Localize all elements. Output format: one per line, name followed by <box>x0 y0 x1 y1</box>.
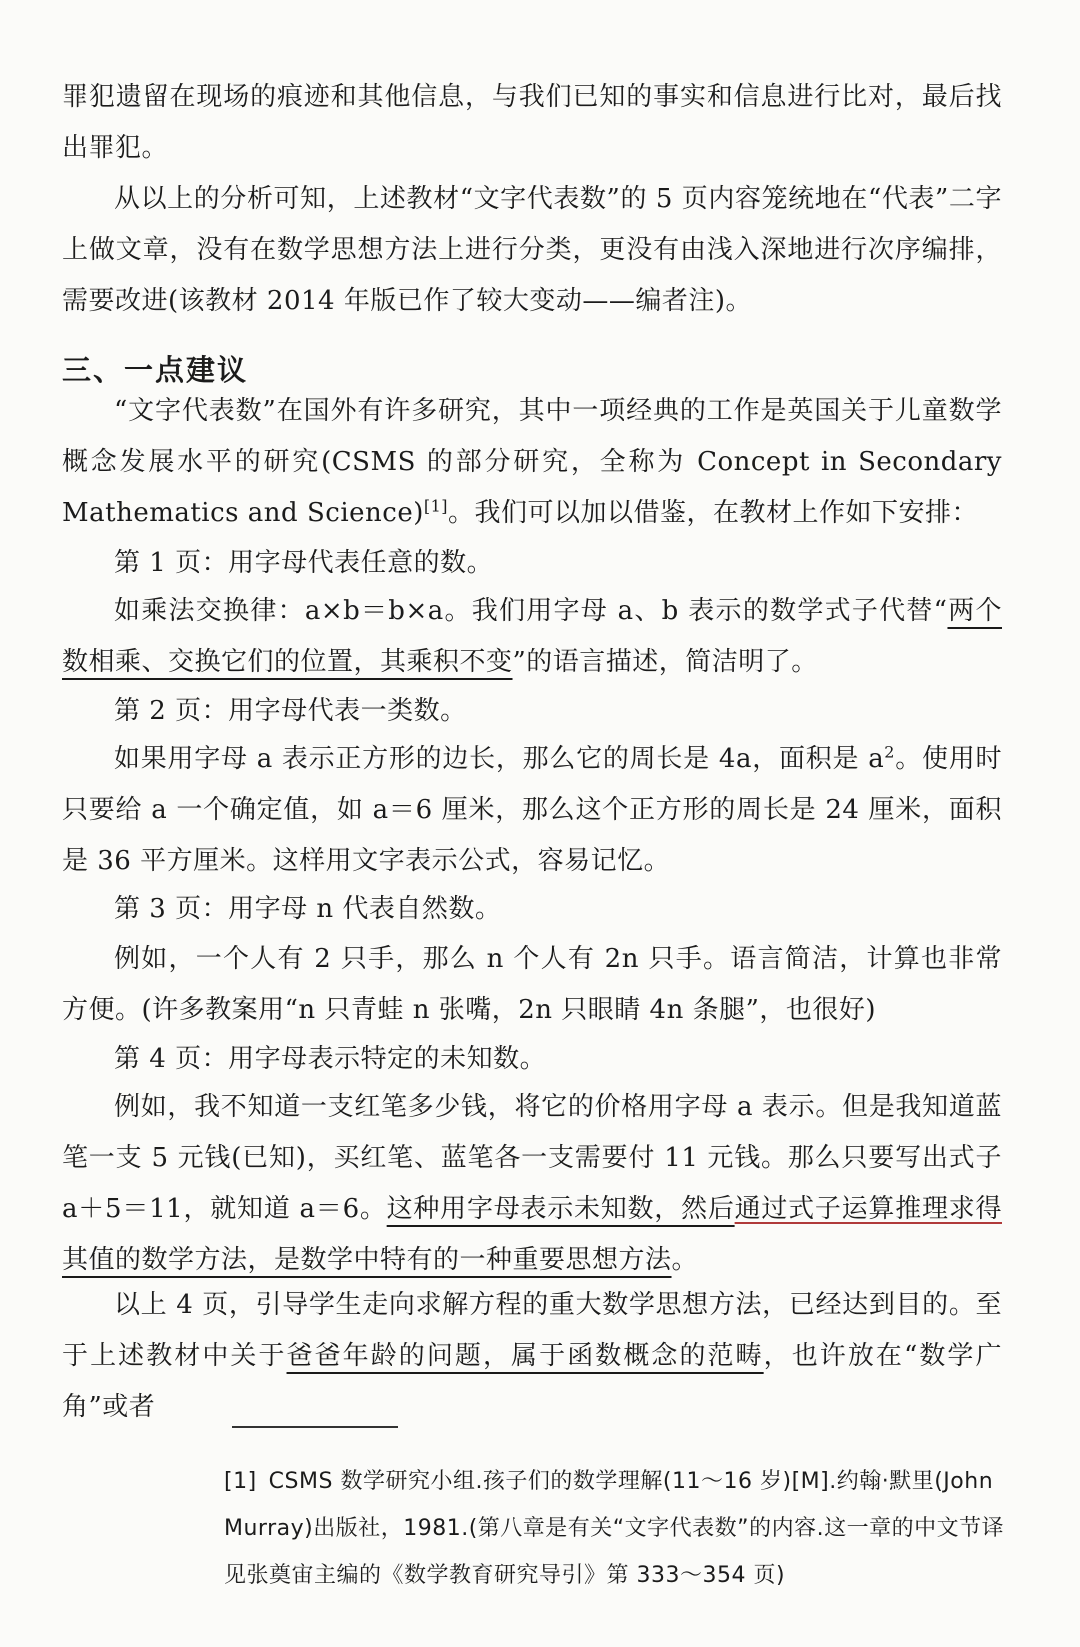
paragraph-intro: 罪犯遗留在现场的痕迹和其他信息，与我们已知的事实和信息进行比对，最后找出罪犯。 <box>62 82 1002 163</box>
page2-example <box>62 734 1002 887</box>
conclusion-underlined-phrase: 爸爸年龄的问题，属于函数概念的范畴 <box>286 1341 764 1371</box>
page2-text-before: 如果用字母 a 表示正方形的边长，那么它的周长是 4a，面积是 a <box>114 744 885 774</box>
page4-text-before: 例如，我不知道一支红笔多少钱，将它的价格用字母 a 表示。但是我知道蓝笔一支 5 元钱(已知)，买红笔、蓝笔各一支需要付 11 元钱。那么只要写出式子 a＋5＝11，就知道 a＝6。 <box>62 1092 1003 1224</box>
page3-example: 例如，一个人有 2 只手，那么 n 个人有 2n 只手。语言简洁，计算也非常方便。(许多教案用“n 只青蛙 n 张嘴，2n 只眼睛 4n 条腿”，也很好) <box>62 944 1002 1025</box>
paragraph-analysis: 从以上的分析可知，上述教材“文字代表数”的 5 页内容笼统地在“代表”二字上做文章，没有在数学思想方法上进行分类，更没有由浅入深地进行次序编排，需要改进(该教材 2014 年版已作了较大变动——编者注)。 <box>62 184 1002 316</box>
superscript-two: 2 <box>884 742 895 762</box>
page1-title: 第 1 页：用字母代表任意的数。 <box>114 548 494 578</box>
conclusion-text-after: ，也许放在“数学广角”或者 <box>62 1341 1002 1422</box>
research-text: “文字代表数”在国外有许多研究，其中一项经典的工作是英国关于儿童数学概念发展水平的研究(CSMS 的部分研究，全称为 Concept in Secondary Mathematics and Science) <box>62 396 1002 528</box>
page2-text-after: 。使用时只要给 a 一个确定值，如 a＝6 厘米，那么这个正方形的周长是 24 厘米，面积是 36 平方厘米。这样用文字表示公式，容易记忆。 <box>62 744 1002 876</box>
page1-text-before: 如乘法交换律：a×b＝b×a。我们用字母 a、b 表示的数学式子代替“ <box>114 596 948 626</box>
page4-example <box>62 1082 1002 1286</box>
page4-red-underlined-phrase: 通过式子运算推理求得 <box>734 1194 1002 1224</box>
page1-example <box>62 586 1002 688</box>
paragraph-conclusion <box>62 1280 1002 1433</box>
page2-title: 第 2 页：用字母代表一类数。 <box>114 696 467 726</box>
footnote-divider <box>232 1426 398 1428</box>
page3-title: 第 3 页：用字母 n 代表自然数。 <box>114 894 502 924</box>
research-tail: 。我们可以加以借鉴，在教材上作如下安排： <box>448 498 979 528</box>
section-heading: 三、一点建议 <box>62 353 249 387</box>
paragraph-research <box>62 386 1002 539</box>
page4-underlined-phrase-a: 这种用字母表示未知数，然后 <box>386 1194 735 1224</box>
conclusion-text-before: 以上 4 页，引导学生走向求解方程的重大数学思想方法，已经达到目的。至于上述教材中关于 <box>62 1290 1002 1371</box>
page4-text-after: 。 <box>671 1245 699 1275</box>
footnote <box>224 1458 1024 1599</box>
reference-mark: [1] <box>423 496 449 516</box>
footnote-text: CSMS 数学研究小组.孩子们的数学理解(11～16 岁)[M].约翰·默里(John Murray)出版社，1981.(第八章是有关“文字代表数”的内容.这一章的中文节译见张奠宙主编的《数学教育研究导引》第 333～354 页) <box>224 1469 1005 1588</box>
page1-text-after: ”的语言描述，简洁明了。 <box>512 647 818 677</box>
page4-title: 第 4 页：用字母表示特定的未知数。 <box>114 1044 547 1074</box>
page4-underlined-phrase-b: 其值的数学方法，是数学中特有的一种重要思想方法 <box>62 1245 672 1275</box>
page1-underlined-phrase: 两个数相乘、交换它们的位置，其乘积不变 <box>62 596 1002 677</box>
footnote-mark: [1] <box>224 1469 257 1494</box>
